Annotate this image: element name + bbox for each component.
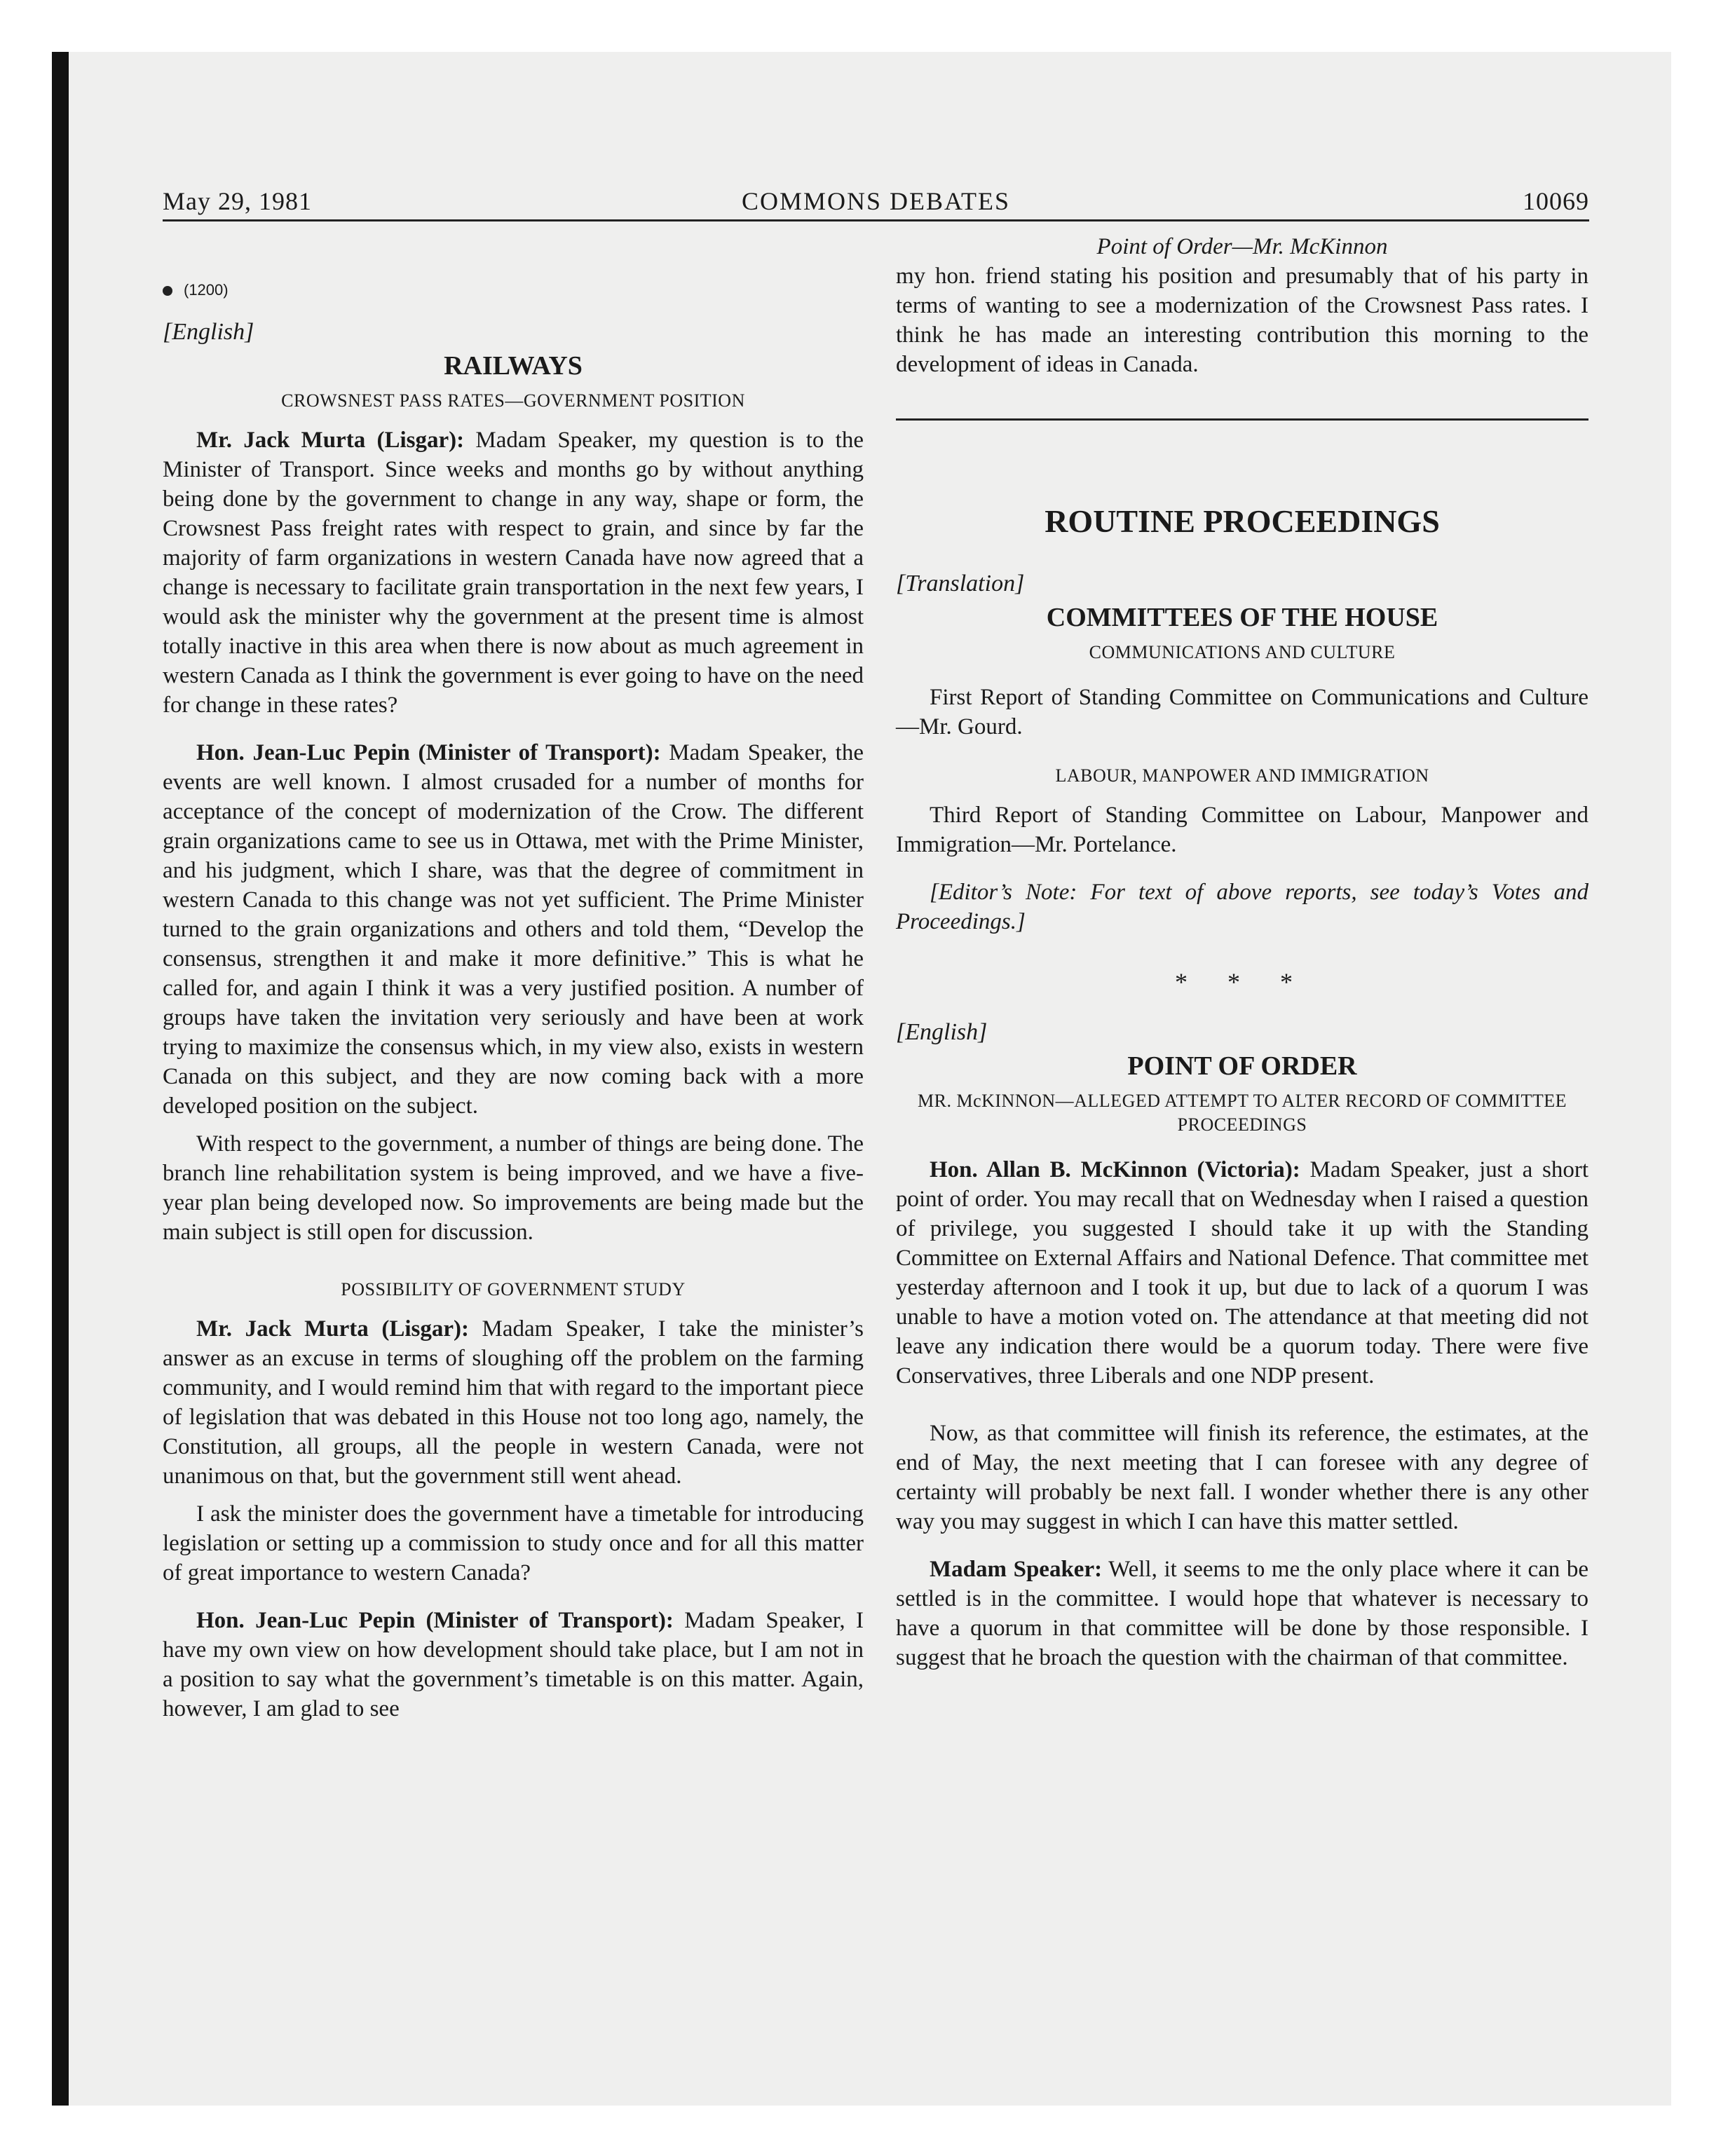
speaker-name: Hon. Jean-Luc Pepin (Minister of Transport): — [196, 740, 661, 765]
section-title-point-of-order: POINT OF ORDER — [1127, 1051, 1357, 1081]
scan-edge-bar — [52, 52, 69, 2106]
speech-mckinnon-cont: Now, as that committee will finish its reference, the estimates, at the end of May, the next meeting that I can foresee with any degree of certainty will probably be next fall. I wonder whether there is any other way you may suggest in which I can have this matter settled. — [896, 1421, 1588, 1534]
subtitle-mckinnon: MR. McKINNON—ALLEGED ATTEMPT TO ALTER RECORD OF COMMITTEE PROCEEDINGS — [917, 1091, 1567, 1135]
speech-text: Madam Speaker, just a short point of order. You may recall that on Wednesday when I raised a question of privilege, you suggested I should take it up with the Standing Committee on External Affairs and National Defence. That committee met yesterday afternoon and I took it up, but due to lack of a quorum I was unable to have a motion voted on. The attendance at that meeting did not leave any indication there would be a quorum today. There were five Conservatives, three Liberals and one NDP present. — [896, 1157, 1588, 1389]
main-heading-routine-proceedings: ROUTINE PROCEEDINGS — [1045, 503, 1440, 539]
speech-pepin-1-cont: With respect to the government, a number of things are being done. The branch line rehabilitation system is being improved, and we have a five-year plan being developed now. So improvements are being made but the main subject is still open for discussion. — [163, 1131, 864, 1245]
speech-murta-2-cont: I ask the minister does the government have a timetable for introducing legislation or setting up a commission to study once and for all this matter of great importance to western Canada? — [163, 1501, 864, 1585]
left-column — [163, 235, 864, 1724]
header-rule — [163, 219, 1589, 221]
speech-murta-2 — [163, 1314, 864, 1491]
header-date: May 29, 1981 — [163, 187, 312, 215]
continuation-text: my hon. friend stating his position and presumably that of his party in terms of wanting to see a modernization of the Crowsnest Pass rates. I think he has made an interesting contribution this morning to the development of ideas in Canada. — [896, 264, 1588, 377]
section-title-committees: COMMITTEES OF THE HOUSE — [1046, 603, 1438, 632]
speech-text: Madam Speaker, I have my own view on how development should take place, but I am not in a position to say what the government’s timetable is on this matter. Again, however, I am glad to see — [163, 1608, 864, 1721]
speech-text: Madam Speaker, my question is to the Minister of Transport. Since weeks and months go by without anything being done by the government to change in any way, shape or form, the Crowsnest Pass freight rates with respect to grain, and since by far the majority of farm organizations in western Canada have now agreed that a change is necessary to facilitate grain transportation in the next few years, I would ask the minister why the government at the present time is almost totally inactive in this area when there is now about as much agreement in western Canada as I think the government is ever going to have on the need for change in these rates? — [163, 428, 864, 718]
speech-pepin-2 — [163, 1606, 864, 1724]
speaker-name: Mr. Jack Murta (Lisgar): — [196, 1316, 469, 1342]
speaker-name: Madam Speaker: — [930, 1557, 1103, 1582]
running-header — [163, 184, 1589, 219]
speech-pepin-1 — [163, 738, 864, 1121]
speech-mckinnon — [896, 1155, 1588, 1391]
subtitle-crowsnest: CROWSNEST PASS RATES—GOVERNMENT POSITION — [281, 390, 745, 411]
report-2: Third Report of Standing Committee on Labour, Manpower and Immigration—Mr. Portelance. — [896, 803, 1588, 857]
speaker-name: Mr. Jack Murta (Lisgar): — [196, 428, 465, 453]
speech-madam-speaker — [896, 1555, 1588, 1672]
speech-text: Madam Speaker, the events are well known. I almost crusaded for a number of months for acceptance of the concept of modernization of the Crow. The different grain organizations came to see us in Ottawa, met with the Prime Minister, and his judgment, which I share, was that the degree of commitment in western Canada to this change was not yet sufficient. The Prime Minister turned to the grain organizations and others and told them, “Develop the consensus, strengthen it and make it more definitive.” This is what he called for, and again I think it was a very justified position. A number of groups have taken the invitation very seriously and have been at work trying to maximize the consensus which, in my view also, exists in western Canada on this subject, and they are now coming back with a more developed position on the subject. — [163, 740, 864, 1119]
section-divider — [896, 418, 1588, 421]
speaker-name: Hon. Jean-Luc Pepin (Minister of Transport): — [196, 1608, 674, 1633]
speech-text: Well, it seems to me the only place where it can be settled is in the committee. I would hope that whatever is necessary to have a quorum in that committee will be done by those responsible. I suggest that he broach the question with the chairman of that committee. — [896, 1557, 1588, 1670]
language-tag-english: [English] — [896, 1019, 988, 1045]
speech-text: Madam Speaker, I take the minister’s answer as an excuse in terms of sloughing off the problem on the farming community, and I would remind him that with regard to the important piece of legislation that was debated in this House not too long ago, namely, the Constitution, all groups, all the people in western Canada, were not unanimous on that, but the government still went ahead. — [163, 1316, 864, 1489]
subtitle-government-study: POSSIBILITY OF GOVERNMENT STUDY — [341, 1279, 686, 1299]
subtitle-communications: COMMUNICATIONS AND CULTURE — [1089, 642, 1396, 662]
editor-note: [Editor’s Note: For text of above reports, see today’s Votes and Proceedings.] — [896, 880, 1588, 934]
language-tag-translation: [Translation] — [896, 571, 1025, 596]
time-stamp — [163, 280, 864, 301]
report-1: First Report of Standing Committee on Communications and Culture—Mr. Gourd. — [896, 685, 1588, 739]
section-title-railways: RAILWAYS — [444, 351, 583, 381]
time-stamp-text: (1200) — [184, 281, 229, 299]
speech-murta-1 — [163, 425, 864, 720]
language-tag: [English] — [163, 319, 254, 345]
subtitle-labour: LABOUR, MANPOWER AND IMMIGRATION — [1055, 765, 1429, 786]
header-page-number: 10069 — [1523, 187, 1589, 215]
bullet-icon — [163, 286, 172, 296]
right-column — [896, 235, 1588, 1672]
separator-stars: * * * — [1175, 968, 1309, 996]
header-title: COMMONS DEBATES — [741, 187, 1011, 215]
speaker-name: Hon. Allan B. McKinnon (Victoria): — [930, 1157, 1300, 1182]
top-caption: Point of Order—Mr. McKinnon — [1096, 234, 1388, 259]
